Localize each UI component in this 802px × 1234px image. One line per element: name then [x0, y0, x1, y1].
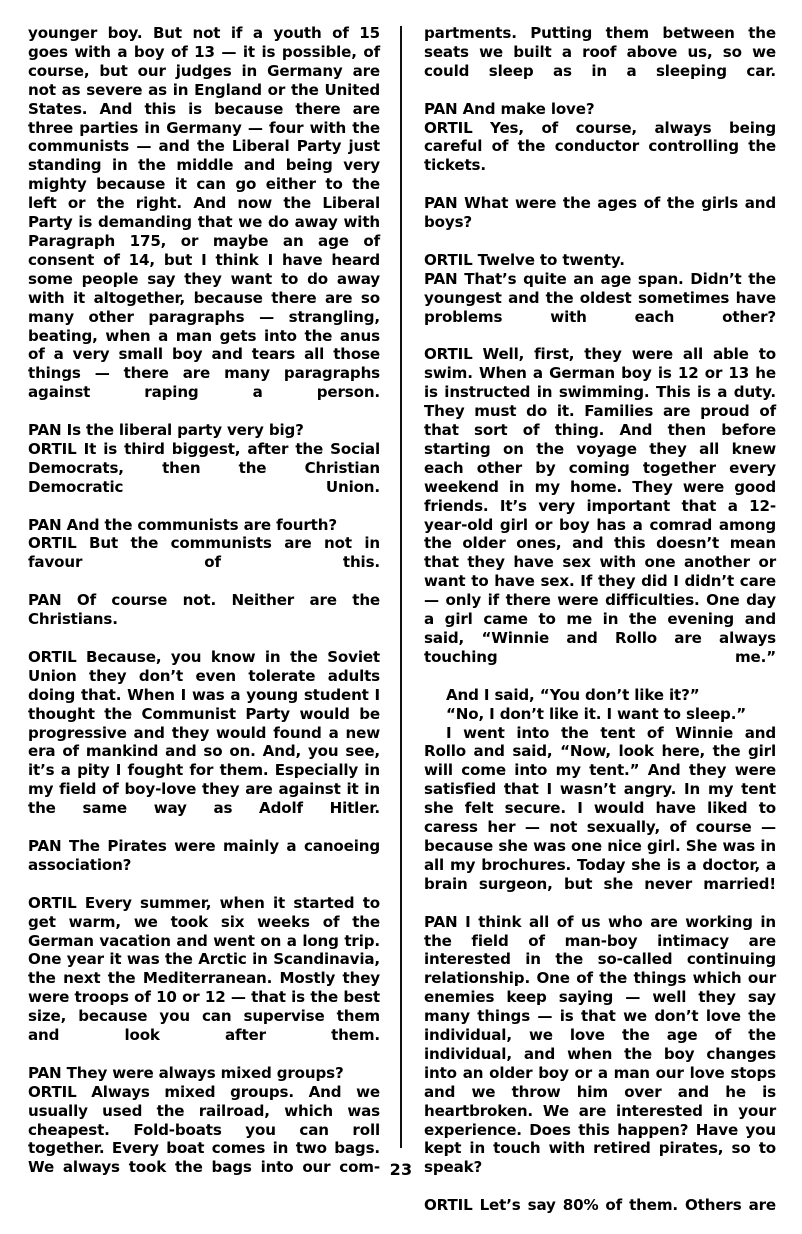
paragraph: PAN That’s quite an age span. Didn’t the youngest and the oldest sometimes have problems with each other?	[424, 269, 776, 326]
paragraph: ORTIL Because, you know in the Soviet Union they don’t even tolerate adults doing that. When I was a young student I thought the Communist Party would be progressive and they would found a new era of mankind and so on. And, you see, it’s a pity I fought for them. Especially in my field of boy-love they are against it in the same way as Adolf Hitler.	[28, 647, 380, 818]
paragraph: And I said, “You don’t like it?”	[446, 685, 700, 704]
paragraph: PAN What were the ages of the girls and boys?	[424, 194, 776, 232]
paragraph: “No, I don’t like it. I want to sleep.”	[446, 704, 747, 723]
paragraph: ORTIL Twelve to twenty.	[424, 250, 625, 269]
paragraph: PAN I think all of us who are working in the field of man-boy intimacy are interested in the so-called continuing relationship. One of the things which our enemies keep saying — well they say many things — is that we don’t love the individual, we love the age of the individual, and when the boy changes into an older boy or a man our love stops and we throw him over and he is heartbroken. We are interested in your experience. Does this happen? Have you kept in touch with retired pirates, so to speak?	[424, 912, 776, 1177]
paragraph: PAN Of course not. Neither are the Christians.	[28, 591, 380, 629]
paragraph: partments. Putting them between the seats we built a roof above us, so we could sleep as in a sleeping car.	[424, 24, 776, 80]
right-text-column	[424, 24, 776, 1234]
paragraph: ORTIL But the communists are not in favour of this.	[28, 534, 380, 572]
paragraph: PAN They were always mixed groups?	[28, 1063, 344, 1082]
paragraph: I went into the tent of Winnie and Rollo and said, “Now, look here, the girl will come into my tent.” And they were satisfied that I wasn’t angry. In my tent she felt secure. I would have liked to caress her — not sexually, of course — because she was one nice girl. She was in all my brochures. Today she is a doctor, a brain surgeon, but she never married!	[424, 723, 776, 893]
page-number: 23	[389, 1160, 413, 1179]
paragraph: ORTIL Yes, of course, always being careful of the conductor controlling the tickets.	[424, 118, 776, 175]
paragraph: PAN The Pirates were mainly a canoeing association?	[28, 836, 380, 874]
paragraph: PAN Is the liberal party very big?	[28, 421, 304, 440]
paragraph: PAN And the communists are fourth?	[28, 515, 337, 534]
paragraph: PAN And make love?	[424, 99, 595, 118]
paragraph: ORTIL Let’s say 80% of them. Others are	[424, 1196, 776, 1215]
paragraph: ORTIL Well, first, they were all able to swim. When a German boy is 12 or 13 he is instructed in swimming. This is a duty. They must do it. Families are proud of that sort of thing. And then before starting on the voyage they all knew each other by coming together every weekend in my home. They were good friends. It’s very important that a 12-year-old girl or boy has a comrad among the older ones, and this doesn’t mean that they have sex with one another or want to have sex. If they did I didn’t care — only if there were difficulties. One day a girl came to me in the evening and said, “Winnie and Rollo are always touching me.”	[424, 345, 776, 666]
paragraph: younger boy. But not if a youth of 15 goes with a boy of 13 — it is possible, of course, but our judges in Germany are not as severe as in England or the United States. And this is because there are three parties in Germany — four with the communists — and the Liberal Party just standing in the middle and being very mighty because it can go either to the left or the right. And now the Liberal Party is demanding that we do away with Paragraph 175, or maybe an age of consent of 14, but I think I have heard some people say they want to do away with it altogether, because there are so many other paragraphs — strangling, beating, when a man gets into the anus of a very small boy and tears all those things — there are many paragraphs against raping a person.	[28, 24, 380, 402]
left-text-column	[28, 24, 380, 1196]
paragraph: ORTIL Every summer, when it started to get warm, we took six weeks of the German vacation and went on a long trip. One year it was the Arctic in Scandinavia, the next the Mediterranean. Mostly they were troops of 10 or 12 — that is the best size, because you can supervise them and look after them.	[28, 893, 380, 1045]
paragraph: ORTIL It is third biggest, after the Social Democrats, then the Christian Democratic Union.	[28, 439, 380, 496]
paragraph: ORTIL Always mixed groups. And we usually used the railroad, which was cheapest. Fold-boats you can roll together. Every boat comes in two bags. We always took the bags into our com-	[28, 1082, 380, 1177]
